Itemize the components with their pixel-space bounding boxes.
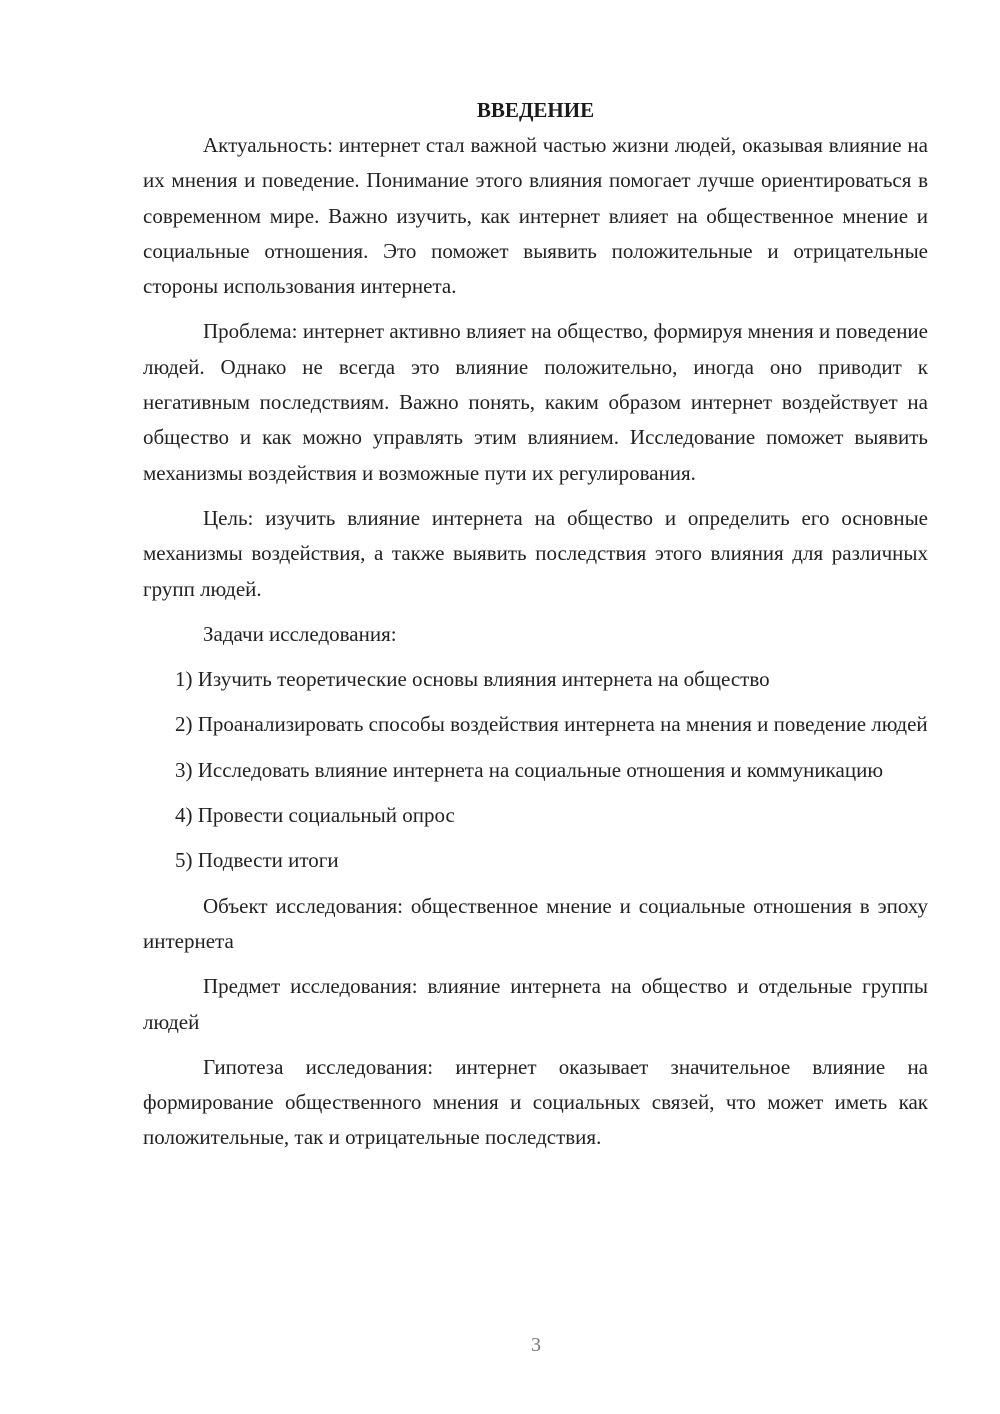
document-page [143,95,928,1166]
paragraph-relevance: Актуальность: интернет стал важной частью жизни людей, оказывая влияние на их мнения и поведение. Понимание этого влияния помогает лучше ориентироваться в современном мире. Важно изучить, как интернет влияет на общественное мнение и социальные отношения. Это поможет выявить положительные и отрицательные стороны использования интернета. [143,133,928,299]
paragraph-goal: Цель: изучить влияние интернета на общество и определить его основные механизмы воздействия, а также выявить последствия этого влияния для различных групп людей. [143,505,928,601]
paragraph-hypothesis: Гипотеза исследования: интернет оказывает значительное влияние на формирование общественного мнения и социальных связей, что может иметь как положительные, так и отрицательные последствия. [143,1054,928,1150]
task-item-1: 1) Изучить теоретические основы влияния интернета на общество [175,667,770,692]
section-heading: ВВЕДЕНИЕ [476,98,595,122]
paragraph-object: Объект исследования: общественное мнение и социальные отношения в эпоху интернета [143,893,928,953]
task-item-2: 2) Проанализировать способы воздействия интернета на мнения и поведение людей [175,712,928,737]
paragraph-subject: Предмет исследования: влияние интернета на общество и отдельные группы людей [143,974,928,1034]
task-item-3: 3) Исследовать влияние интернета на социальные отношения и коммуникацию [175,757,884,782]
task-item-5: 5) Подвести итоги [175,848,339,873]
task-item-4: 4) Провести социальный опрос [175,803,455,828]
tasks-heading: Задачи исследования: [203,621,397,646]
paragraph-problem: Проблема: интернет активно влияет на общество, формируя мнения и поведение людей. Однако не всегда это влияние положительно, иногда оно приводит к негативным последствиям. Важно понять, каким образом интернет воздействует на общество и как можно управлять этим влиянием. Исследование поможет выявить механизмы воздействия и возможные пути их регулирования. [143,319,928,485]
page-number: 3 [531,1334,541,1356]
